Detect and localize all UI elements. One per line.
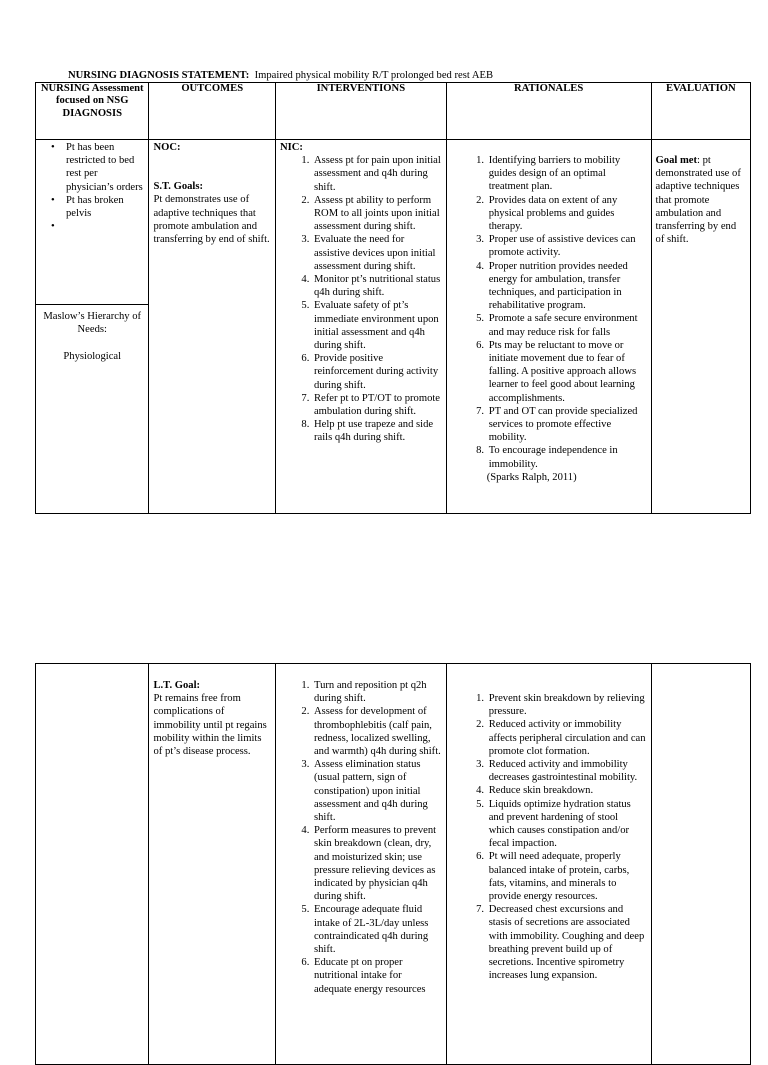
table-body-row [36,140,751,514]
nic-label: NIC: [279,142,303,153]
rationale-item: 3. Proper use of assistive devices can promote activity. [487,233,647,259]
evaluation-cell-empty [651,664,750,1065]
citation: (Sparks Ralph, 2011) [486,471,577,483]
rationale-item: 4. Reduce skin breakdown. [487,784,647,797]
intervention-item: 4. Perform measures to prevent skin breakdown (clean, dry, and moisturized skin; use pressure relieving devices as indicated by physician q4h during shift. [312,824,442,903]
table-body-row [36,664,751,1065]
evaluation-detail: : pt demonstrated use of adaptive techniques that promote ambulation and transferring by end of shift. [655,155,741,246]
maslow-value: Physiological [63,351,122,363]
rationale-item: 7. Decreased chest excursions and stasis of secretions are associated with immobility. Coughing and deep breathing prevent build up of secretions. Incentive spirometry increases lung expansion. [487,903,647,982]
long-term-outcomes-cell [149,664,276,1065]
assessment-cell [36,140,149,514]
intervention-item: 2. Assess for development of thrombophlebitis (calf pain, redness, localized swelling, and warmth) q4h during shift. [312,705,442,758]
intervention-item: 1. Assess pt for pain upon initial assessment and q4h during shift. [312,154,442,194]
intervention-item: 1. Turn and reposition pt q2h during shift. [312,679,442,705]
rationale-item: 1. Identifying barriers to mobility guides design of an optimal treatment plan. [487,154,647,194]
rationale-item: 7. PT and OT can provide specialized services to promote effective mobility. [487,405,647,445]
intervention-item: 2. Assess pt ability to perform ROM to all joints upon initial assessment during shift. [312,194,442,234]
rationale-item: 3. Reduced activity and immobility decreases gastrointestinal mobility. [487,758,647,784]
column-header-rationales: RATIONALES [446,83,651,140]
intervention-item: 6. Provide positive reinforcement during activity during shift. [312,352,442,392]
diagnosis-statement [68,69,758,82]
intervention-item: 8. Help pt use trapeze and side rails q4h during shift. [312,418,442,444]
long-term-goal-text: Pt remains free from complications of immobility until pt regains mobility within the limits of pt’s disease process. [153,693,267,758]
table-header-row [36,83,751,140]
long-term-goal-label: L.T. Goal: [153,680,201,691]
outcomes-cell [149,140,276,514]
intervention-item: 7. Refer pt to PT/OT to promote ambulation during shift. [312,392,442,418]
interventions-cell-2 [275,664,446,1065]
rationales-cell [446,140,651,514]
intervention-item: 6. Educate pt on proper nutritional intake for adequate energy resources [312,956,442,996]
evaluation-cell [651,140,750,514]
care-plan-table-2 [35,663,751,1065]
rationales-list-2 [451,692,647,982]
rationale-item: 1. Prevent skin breakdown by relieving pressure. [487,692,647,718]
column-header-assessment: NURSING Assessment focused on NSG DIAGNOSIS [36,83,149,140]
rationales-cell-2 [446,664,651,1065]
care-plan-table-1 [35,82,751,514]
diagnosis-statement-text: Impaired physical mobility R/T prolonged bed rest AEB [254,70,494,81]
rationale-item: 5. Liquids optimize hydration status and prevent hardening of stool which causes constipation and/or fecal impaction. [487,798,647,851]
interventions-list [280,154,442,444]
column-header-interventions: INTERVENTIONS [275,83,446,140]
intervention-item: 4. Monitor pt’s nutritional status q4h during shift. [312,273,442,299]
column-header-evaluation: EVALUATION [651,83,750,140]
short-term-goal-text: Pt demonstrates use of adaptive techniques that promote ambulation and transferring by end of shift. [153,194,270,246]
short-term-goal-label: S.T. Goals: [153,181,204,193]
rationale-item: 5. Promote a safe secure environment and may reduce risk for falls [487,312,647,338]
rationale-item: 4. Proper nutrition provides needed energy for ambulation, transfer techniques, and participation in rehabilitative program. [487,260,647,313]
intervention-item: 3. Assess elimination status (usual pattern, sign of constipation) upon initial assessment and q4h during shift. [312,758,442,824]
maslow-title: Maslow’s Hierarchy of Needs: [43,311,142,336]
intervention-item: 5. Evaluate safety of pt’s immediate environment upon initial assessment and q4h during shift. [312,299,442,352]
column-header-outcomes: OUTCOMES [149,83,276,140]
intervention-item: 3. Evaluate the need for assistive devices upon initial assessment during shift. [312,233,442,273]
interventions-list-2 [280,679,442,996]
evaluation-text [656,154,746,246]
rationale-item: 8. To encourage independence in immobility. [487,444,647,470]
noc-label: NOC: [153,142,181,153]
rationale-item: 2. Provides data on extent of any physical problems and guides therapy. [487,194,647,234]
assessment-item: • Pt has broken pelvis [66,194,144,220]
rationale-item: 6. Pts may be reluctant to move or initiate movement due to fear of falling. A positive approach allows learner to feel good about learning accomplishments. [487,339,647,405]
assessment-cell-empty [36,664,149,1065]
assessment-list [40,141,144,220]
assessment-item: • Pt has been restricted to bed rest per physician’s orders [66,141,144,194]
interventions-cell [275,140,446,514]
diagnosis-statement-label: NURSING DIAGNOSIS STATEMENT: [68,70,250,81]
rationale-item: 2. Reduced activity or immobility affects peripheral circulation and can promote clot formation. [487,718,647,758]
intervention-item: 5. Encourage adequate fluid intake of 2L-3L/day unless contraindicated q4h during shift. [312,903,442,956]
goal-met-label: Goal met [655,155,698,166]
rationales-list [451,154,647,471]
rationale-item: 6. Pt will need adequate, properly balanced intake of protein, carbs, fats, vitamins, and minerals to provide energy resources. [487,850,647,903]
